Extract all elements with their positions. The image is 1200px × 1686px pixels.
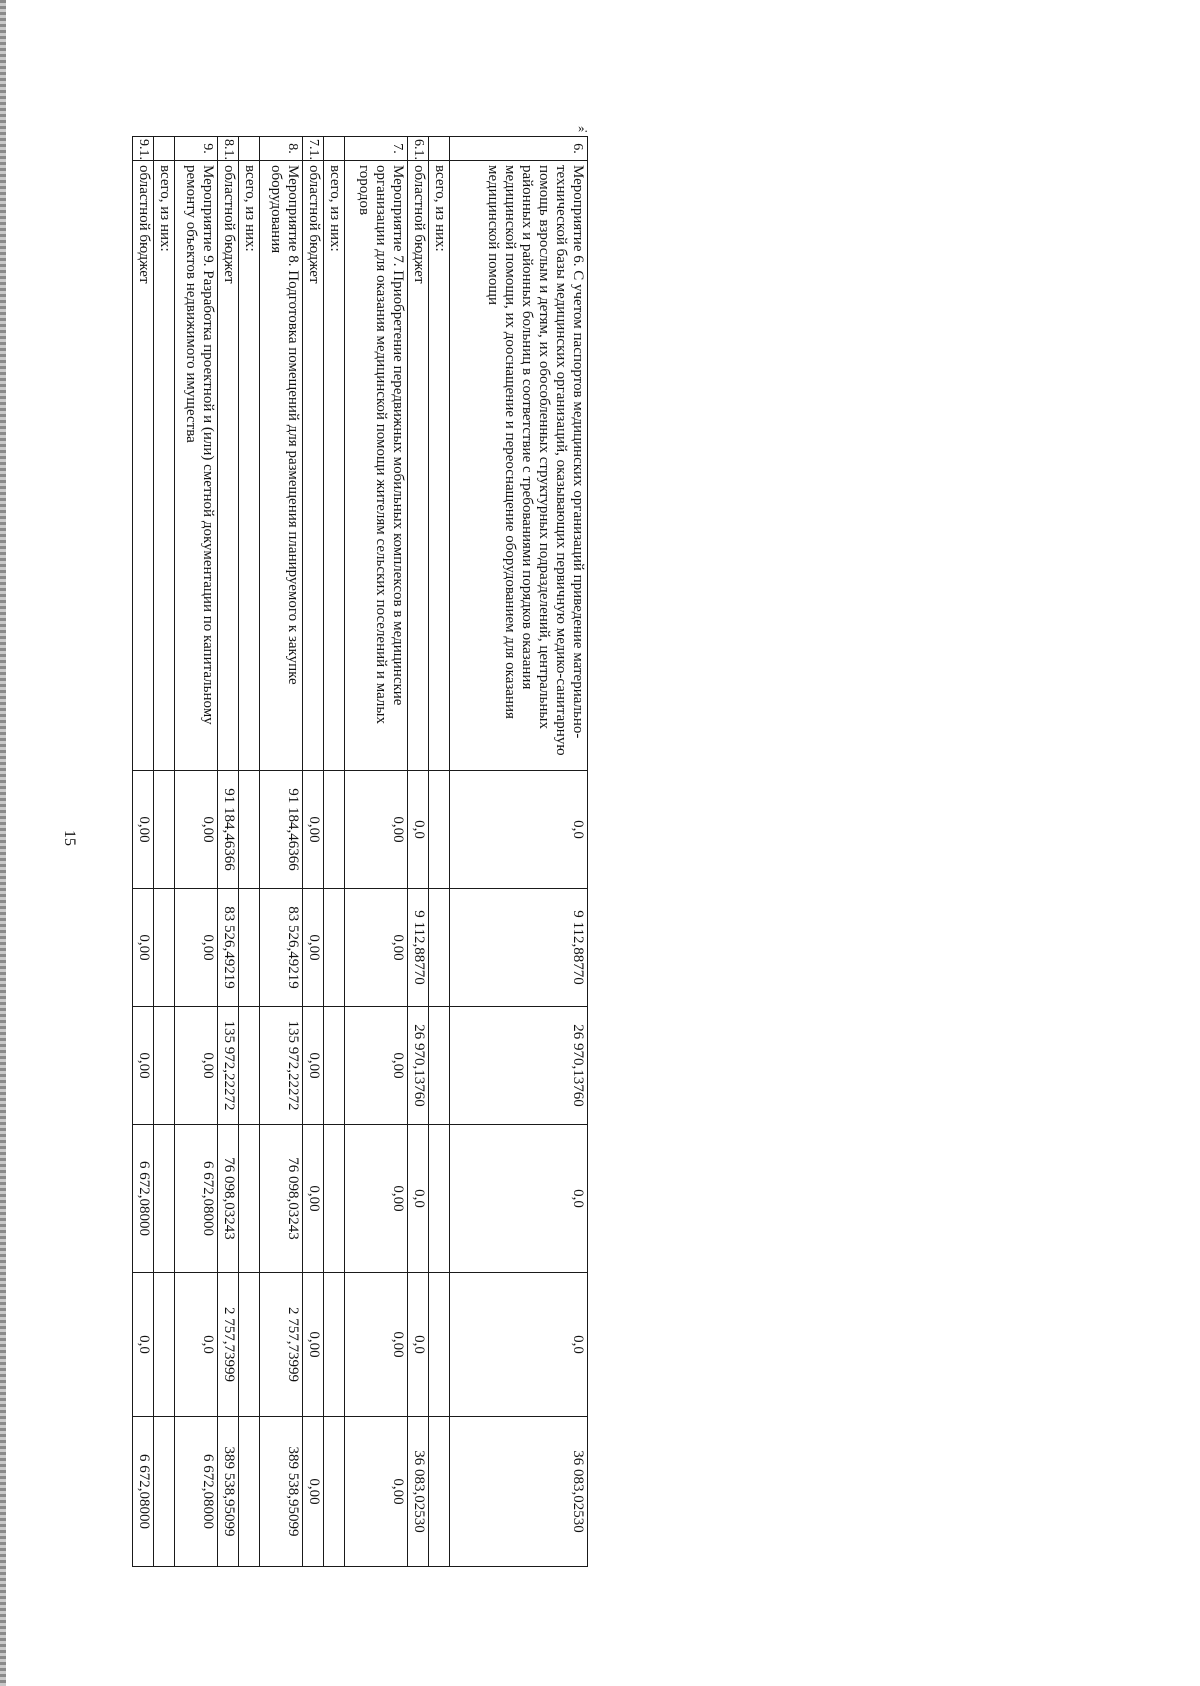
value-cell xyxy=(429,1007,450,1125)
value-cell: 0,0 xyxy=(450,1125,588,1273)
row-number: 6. xyxy=(450,137,588,161)
row-name: всего, из них: xyxy=(324,161,345,771)
value-cell xyxy=(429,1417,450,1567)
rotated-table-container xyxy=(136,136,588,1566)
value-cell: 83 526,49219 xyxy=(218,889,239,1007)
value-cell: 0,00 xyxy=(175,1007,218,1125)
row-number: 9. xyxy=(175,137,218,161)
table-row xyxy=(345,137,408,1567)
table-row xyxy=(218,137,239,1567)
row-name: Мероприятие 9. Разработка проектной и (или) сметной документации по капитальному ремонту объектов недвижимого имущества xyxy=(175,161,218,771)
value-cell xyxy=(154,1273,175,1417)
value-cell: 0,00 xyxy=(345,1417,408,1567)
value-cell: 0,0 xyxy=(133,1273,154,1417)
table-row xyxy=(260,137,303,1567)
value-cell: 9 112,88770 xyxy=(450,889,588,1007)
row-number xyxy=(154,137,175,161)
row-number: 7. xyxy=(345,137,408,161)
row-name: Мероприятие 8. Подготовка помещений для размещения планируемого к закупке оборудования xyxy=(260,161,303,771)
value-cell xyxy=(324,1273,345,1417)
value-cell xyxy=(324,889,345,1007)
value-cell: 6 672,08000 xyxy=(133,1125,154,1273)
value-cell: 0,0 xyxy=(450,1273,588,1417)
table-row xyxy=(154,137,175,1567)
value-cell xyxy=(324,771,345,889)
value-cell: 0,0 xyxy=(450,771,588,889)
table-row xyxy=(133,137,154,1567)
value-cell: 6 672,08000 xyxy=(175,1125,218,1273)
value-cell xyxy=(324,1417,345,1567)
value-cell xyxy=(239,1273,260,1417)
value-cell: 9 112,88770 xyxy=(408,889,429,1007)
row-name: Мероприятие 7. Приобретение передвижных мобильных комплексов в медицинские организации для оказания медицинской помощи жителям сельских поселений и малых городов xyxy=(345,161,408,771)
value-cell: 36 083,02530 xyxy=(408,1417,429,1567)
table-row xyxy=(324,137,345,1567)
value-cell: 36 083,02530 xyxy=(450,1417,588,1567)
value-cell xyxy=(239,1417,260,1567)
value-cell xyxy=(154,889,175,1007)
value-cell xyxy=(239,771,260,889)
value-cell: 6 672,08000 xyxy=(175,1417,218,1567)
value-cell: 0,0 xyxy=(408,1125,429,1273)
row-number xyxy=(239,137,260,161)
table-row xyxy=(303,137,324,1567)
value-cell xyxy=(154,1007,175,1125)
value-cell xyxy=(154,1417,175,1567)
value-cell xyxy=(429,889,450,1007)
table-row xyxy=(429,137,450,1567)
value-cell: 0,00 xyxy=(303,1007,324,1125)
value-cell xyxy=(239,1125,260,1273)
value-cell: 6 672,08000 xyxy=(133,1417,154,1567)
value-cell: 135 972,22272 xyxy=(218,1007,239,1125)
value-cell: 76 098,03243 xyxy=(218,1125,239,1273)
row-number: 6.1. xyxy=(408,137,429,161)
value-cell: 0,00 xyxy=(133,771,154,889)
value-cell: 26 970,13760 xyxy=(450,1007,588,1125)
value-cell: 0,0 xyxy=(408,1273,429,1417)
value-cell: 0,00 xyxy=(345,889,408,1007)
value-cell xyxy=(239,1007,260,1125)
row-number xyxy=(324,137,345,161)
value-cell: 0,00 xyxy=(133,889,154,1007)
value-cell: 0,00 xyxy=(345,1273,408,1417)
value-cell: 0,00 xyxy=(345,1007,408,1125)
value-cell: 26 970,13760 xyxy=(408,1007,429,1125)
value-cell: 2 757,73999 xyxy=(260,1273,303,1417)
row-name: всего, из них: xyxy=(429,161,450,771)
row-name: Мероприятие 6. С учетом паспортов медицинских организаций приведение материально-технической базы медицинских организаций, оказывающих первичную медико-санитарную помощь взрослым и детям, их обособленных структурных подразделений, центральных районных и районных больниц в соответствие с требованиями порядков оказания медицинской помощи, их дооснащение и переоснащение оборудованием для оказания медицинской помощи xyxy=(450,161,588,771)
table-row xyxy=(408,137,429,1567)
value-cell xyxy=(239,889,260,1007)
table-row xyxy=(239,137,260,1567)
row-name: областной бюджет xyxy=(303,161,324,771)
value-cell xyxy=(429,1273,450,1417)
row-number: 8. xyxy=(260,137,303,161)
row-name: всего, из них: xyxy=(239,161,260,771)
value-cell xyxy=(429,1125,450,1273)
value-cell: 389 538,95099 xyxy=(260,1417,303,1567)
scan-edge xyxy=(0,0,6,1686)
budget-table xyxy=(132,136,588,1567)
page-number-wrap xyxy=(54,828,84,848)
value-cell: 389 538,95099 xyxy=(218,1417,239,1567)
value-cell: 0,00 xyxy=(175,771,218,889)
value-cell: 0,00 xyxy=(303,771,324,889)
value-cell: 0,00 xyxy=(303,889,324,1007)
table-row xyxy=(175,137,218,1567)
row-name: областной бюджет xyxy=(133,161,154,771)
value-cell: 83 526,49219 xyxy=(260,889,303,1007)
value-cell: 91 184,46366 xyxy=(260,771,303,889)
value-cell: 0,00 xyxy=(133,1007,154,1125)
row-name: областной бюджет xyxy=(408,161,429,771)
value-cell: 0,00 xyxy=(345,1125,408,1273)
page-number: 15 xyxy=(61,830,78,846)
row-number: 7.1. xyxy=(303,137,324,161)
value-cell: 0,00 xyxy=(345,771,408,889)
value-cell xyxy=(324,1007,345,1125)
value-cell: 0,0 xyxy=(408,771,429,889)
table-body xyxy=(133,137,588,1567)
row-number: 8.1. xyxy=(218,137,239,161)
value-cell xyxy=(154,771,175,889)
row-number: 9.1. xyxy=(133,137,154,161)
row-name: областной бюджет xyxy=(218,161,239,771)
value-cell: 76 098,03243 xyxy=(260,1125,303,1273)
table-row xyxy=(450,137,588,1567)
value-cell: 0,00 xyxy=(303,1417,324,1567)
value-cell: 0,00 xyxy=(175,889,218,1007)
row-number xyxy=(429,137,450,161)
value-cell: 0,0 xyxy=(175,1273,218,1417)
value-cell: 0,00 xyxy=(303,1125,324,1273)
value-cell xyxy=(154,1125,175,1273)
value-cell xyxy=(324,1125,345,1273)
closing-mark: ». xyxy=(578,120,588,135)
row-name: всего, из них: xyxy=(154,161,175,771)
value-cell: 135 972,22272 xyxy=(260,1007,303,1125)
value-cell: 2 757,73999 xyxy=(218,1273,239,1417)
value-cell: 0,00 xyxy=(303,1273,324,1417)
value-cell: 91 184,46366 xyxy=(218,771,239,889)
value-cell xyxy=(429,771,450,889)
